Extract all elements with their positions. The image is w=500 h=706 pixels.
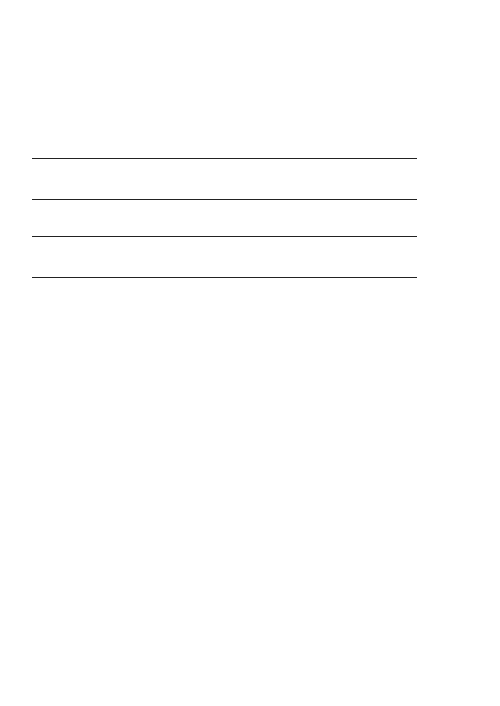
- q22-answer[interactable]: [30, 267, 417, 278]
- q21-answer[interactable]: [30, 226, 417, 237]
- answer-line[interactable]: [32, 267, 417, 278]
- q20-answer-2[interactable]: [30, 189, 417, 200]
- answer-line[interactable]: [32, 226, 417, 237]
- answer-line[interactable]: [32, 189, 417, 200]
- q20-answer-1[interactable]: [30, 148, 417, 159]
- answer-line[interactable]: [32, 148, 417, 159]
